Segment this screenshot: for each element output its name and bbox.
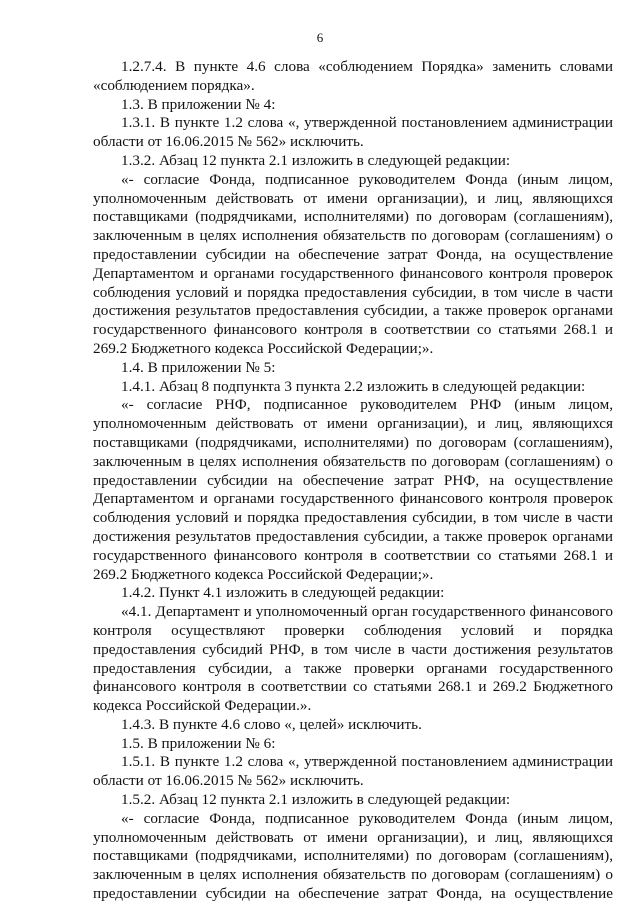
paragraph: 1.5.2. Абзац 12 пункта 2.1 изложить в следующей редакции: <box>121 791 511 809</box>
paragraph: «- согласие РНФ, подписанное руководителем РНФ (иным лицом, уполномоченным действовать от имени организации), и лиц, являющихся поставщиками (подрядчиками, исполнителями) по договорам (соглашениям), заключенным в целях исполнения обязательств по договорам (соглашениям) о предоставлении субсидии на обеспечение затрат РНФ, на осуществление Департаментом и органами государственного финансового контроля проверок соблюдения условий и порядка предоставления субсидии, в том числе в части достижения результатов предоставления субсидии, а также проверок органами государственного финансового контроля в соответствии со статьями 268.1 и 269.2 Бюджетного кодекса Российской Федерации;». <box>93 396 613 583</box>
paragraph: 1.4.2. Пункт 4.1 изложить в следующей редакции: <box>121 584 445 602</box>
page-number: 6 <box>316 30 324 45</box>
paragraph: 1.4.1. Абзац 8 подпункта 3 пункта 2.2 изложить в следующей редакции: <box>121 377 586 395</box>
paragraph: «- согласие Фонда, подписанное руководителем Фонда (иным лицом, уполномоченным действовать от имени организации), и лиц, являющихся поставщиками (подрядчиками, исполнителями) по договорам (соглашениям), заключенным в целях исполнения обязательств по договорам (соглашениям) о предоставлении субсидии на обеспечение затрат Фонда, на осуществление <box>93 809 613 903</box>
paragraph: 1.2.7.4. В пункте 4.6 слова «соблюдением Порядка» заменить словами «соблюдением порядка». <box>93 58 613 94</box>
paragraph: 1.5. В приложении № 6: <box>121 734 276 752</box>
paragraph: 1.3.2. Абзац 12 пункта 2.1 изложить в следующей редакции: <box>121 151 511 169</box>
paragraph: «- согласие Фонда, подписанное руководителем Фонда (иным лицом, уполномоченным действовать от имени организации), и лиц, являющихся поставщиками (подрядчиками, исполнителями) по договорам (соглашениям), заключенным в целях исполнения обязательств по договорам (соглашениям) о предоставлении субсидии на обеспечение затрат Фонда, на осуществление Департаментом и органами государственного финансового контроля проверок соблюдения условий и порядка предоставления субсидии, в том числе в части достижения результатов предоставления субсидии, а также проверок органами государственного финансового контроля в соответствии со статьями 268.1 и 269.2 Бюджетного кодекса Российской Федерации;». <box>93 170 613 357</box>
paragraph: 1.4.3. В пункте 4.6 слово «, целей» исключить. <box>121 715 422 733</box>
paragraph: 1.3. В приложении № 4: <box>121 95 276 113</box>
paragraph: 1.4. В приложении № 5: <box>121 358 276 376</box>
paragraph: 1.3.1. В пункте 1.2 слова «, утвержденной постановлением администрации области от 16.06.2015 № 562» исключить. <box>93 114 613 151</box>
document-body <box>93 58 613 904</box>
paragraph: «4.1. Департамент и уполномоченный орган государственного финансового контроля осуществляют проверки соблюдения условий и порядка предоставления субсидий РНФ, в том числе в части достижения результатов предоставления субсидии, а также проверки органами государственного финансового контроля в соответствии со статьями 268.1 и 269.2 Бюджетного кодекса Российской Федерации.». <box>93 603 613 715</box>
paragraph: 1.5.1. В пункте 1.2 слова «, утвержденной постановлением администрации области от 16.06.2015 № 562» исключить. <box>93 753 613 790</box>
